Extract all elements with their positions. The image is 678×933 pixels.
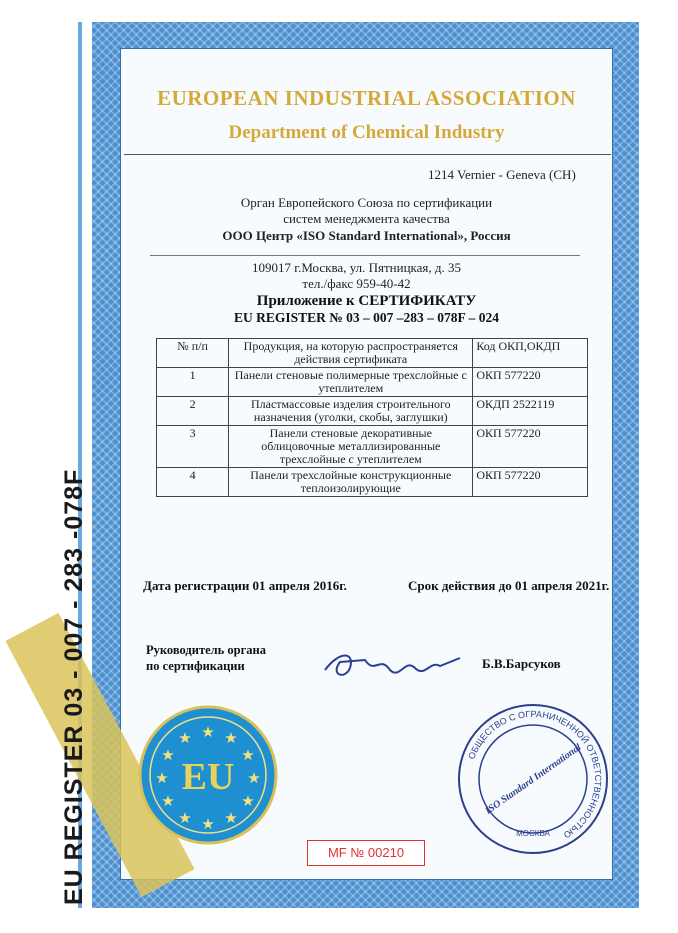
geneva-address: 1214 Vernier - Geneva (CH) xyxy=(428,167,576,182)
row-code: ОКП 577220 xyxy=(473,426,588,468)
association-title: EUROPEAN INDUSTRIAL ASSOCIATION xyxy=(157,86,576,110)
row-num: 4 xyxy=(157,468,229,497)
table-row xyxy=(157,468,588,497)
header-code: Код ОКП,ОКДП xyxy=(473,339,588,368)
validity-date: Срок действия до 01 апреля 2021г. xyxy=(408,578,610,593)
svg-text:★: ★ xyxy=(201,723,215,741)
row-code: ОКДП 2522119 xyxy=(473,397,588,426)
table-header-row xyxy=(157,339,588,368)
svg-text:★: ★ xyxy=(178,809,192,827)
header-rule xyxy=(124,154,611,155)
svg-text:★: ★ xyxy=(201,815,215,833)
svg-text:★: ★ xyxy=(241,792,255,810)
svg-text:★: ★ xyxy=(241,746,255,764)
stamp-inner-text: ISO Standard International xyxy=(483,742,584,817)
vertical-register-title: EU REGISTER 03 - 007 - 283 -078F xyxy=(60,468,88,905)
eu-seal xyxy=(138,705,278,845)
register-number: EU REGISTER № 03 – 007 –283 – 078F – 024 xyxy=(233,310,500,325)
row-num: 3 xyxy=(157,426,229,468)
appendix-title: Приложение к СЕРТИФИКАТУ xyxy=(256,293,477,309)
stamp-city: МОСКВА xyxy=(516,829,550,838)
registration-date: Дата регистрации 01 апреля 2016г. xyxy=(143,578,347,593)
table-row xyxy=(157,397,588,426)
seal-text: EU xyxy=(181,756,235,798)
row-code: ОКП 577220 xyxy=(473,468,588,497)
row-num: 1 xyxy=(157,368,229,397)
svg-text:★: ★ xyxy=(155,769,169,787)
row-product: Пластмассовые изделия строительного назначения (уголки, скобы, заглушки) xyxy=(229,397,473,426)
row-num: 2 xyxy=(157,397,229,426)
signature-mark xyxy=(320,640,470,690)
svg-text:★: ★ xyxy=(161,746,175,764)
mf-number-box: MF № 00210 xyxy=(307,840,425,866)
table-row xyxy=(157,368,588,397)
svg-text:★: ★ xyxy=(178,729,192,747)
signer-role-2: по сертификации xyxy=(146,659,245,673)
row-product: Панели трехслойные конструкционные теплоизолирующие xyxy=(229,468,473,497)
products-table xyxy=(156,338,588,497)
row-product: Панели стеновые полимерные трехслойные с утеплителем xyxy=(229,368,473,397)
row-product: Панели стеновые декоративные облицовочные металлизированные трехслойные с утеплителем xyxy=(229,426,473,468)
signer-role-1: Руководитель органа xyxy=(146,643,266,657)
department-title: Department of Chemical Industry xyxy=(228,122,505,143)
svg-text:★: ★ xyxy=(247,769,261,787)
svg-text:★: ★ xyxy=(224,809,238,827)
signer-name: Б.В.Барсуков xyxy=(482,656,561,671)
header-product: Продукция, на которую распространяется действия сертификата xyxy=(229,339,473,368)
org-line-2: систем менеджмента качества xyxy=(283,211,450,226)
row-code: ОКП 577220 xyxy=(473,368,588,397)
org-phone: тел./факс 959-40-42 xyxy=(302,276,411,291)
org-name: ООО Центр «ISO Standard International», Россия xyxy=(222,228,511,243)
org-line-1: Орган Европейского Союза по сертификации xyxy=(240,195,493,210)
org-rule xyxy=(150,255,580,256)
organization-stamp xyxy=(456,702,610,856)
header-num: № п/п xyxy=(157,339,229,368)
org-address: 109017 г.Москва, ул. Пятницкая, д. 35 xyxy=(251,260,462,275)
table-row xyxy=(157,426,588,468)
svg-text:★: ★ xyxy=(161,792,175,810)
svg-text:★: ★ xyxy=(224,729,238,747)
stamp-outer-text: ОБЩЕСТВО С ОГРАНИЧЕННОЙ ОТВЕТСТВЕННОСТЬЮ xyxy=(466,708,604,841)
